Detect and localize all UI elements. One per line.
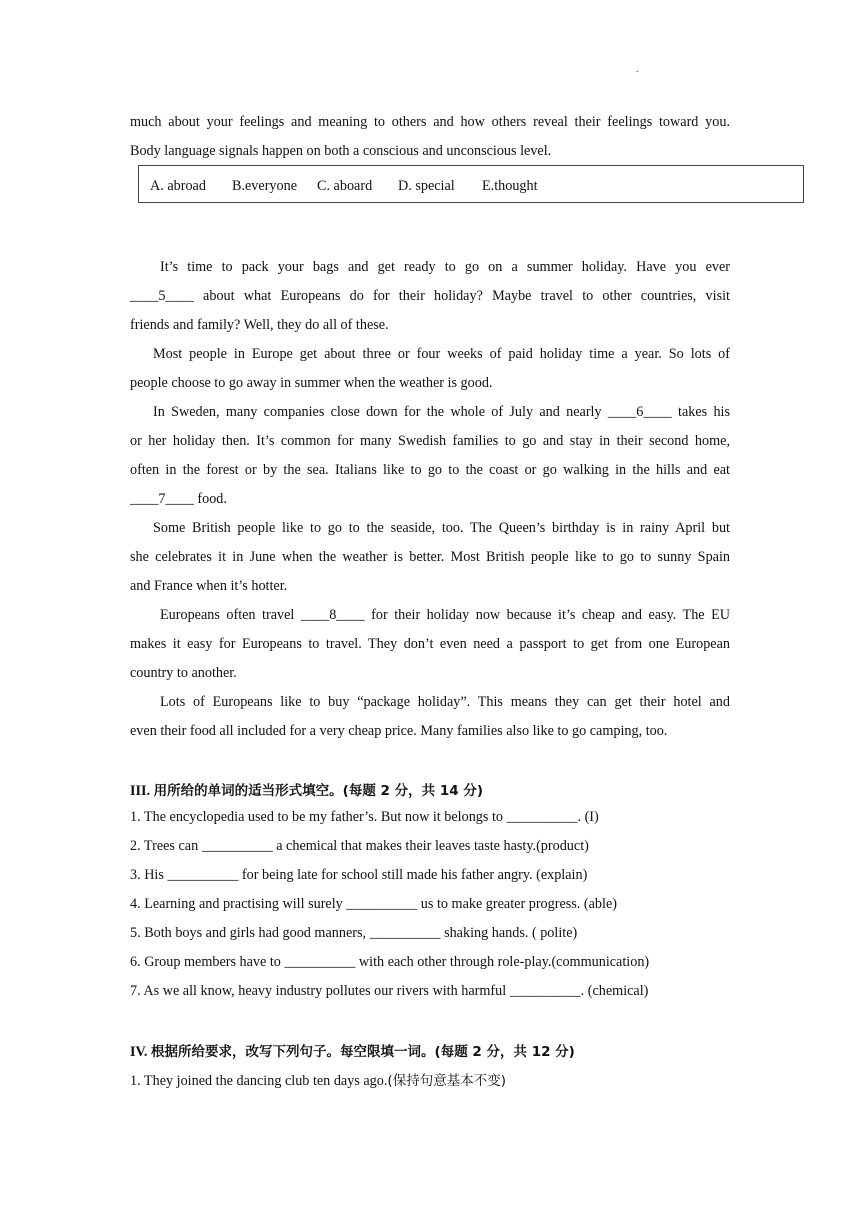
section-3-number: III.: [130, 783, 151, 799]
passage-line: people choose to go away in summer when the weather is good.: [130, 375, 493, 391]
passage-line: In Sweden, many companies close down for the whole of July and nearly ____6____ takes his: [153, 404, 730, 420]
word-options-box: [138, 165, 804, 203]
passage-line: Some British people like to go to the seaside, too. The Queen’s birthday is in rainy April but: [153, 520, 730, 536]
section-3-title: 用所给的单词的适当形式填空。(每题 2 分，共 14 分): [153, 783, 483, 799]
passage-line: or her holiday then. It’s common for many Swedish families to go and stay in their second home,: [130, 433, 730, 449]
section-4-item-1-text: 1. They joined the dancing club ten days ago.: [130, 1073, 388, 1089]
section-4-number: IV.: [130, 1044, 148, 1060]
passage-line: and France when it’s hotter.: [130, 578, 288, 594]
passage-line: she celebrates it in June when the weather is better. Most British people like to go to sunny Spain: [130, 549, 730, 565]
section-4-item-1-note: (保持句意基本不变): [387, 1073, 506, 1089]
passage-line: often in the forest or by the sea. Italians like to go to the coast or go walking in the hills and eat: [130, 462, 730, 478]
section-3-item: 5. Both boys and girls had good manners, __________ shaking hands. ( polite): [130, 925, 578, 941]
intro-line-1: much about your feelings and meaning to others and how others reveal their feelings toward you.: [130, 114, 730, 130]
passage-line: friends and family? Well, they do all of these.: [130, 317, 389, 333]
option-d: D. special: [398, 178, 455, 194]
passage-line: ____7____ food.: [130, 491, 227, 507]
intro-line-2: Body language signals happen on both a conscious and unconscious level.: [130, 143, 552, 159]
section-3-item: 3. His __________ for being late for school still made his father angry. (explain): [130, 867, 588, 883]
section-4-heading: [130, 1040, 575, 1061]
section-3-item: 7. As we all know, heavy industry pollutes our rivers with harmful __________. (chemical): [130, 983, 649, 999]
section-3-item: 2. Trees can __________ a chemical that makes their leaves taste hasty.(product): [130, 838, 589, 854]
passage-line: makes it easy for Europeans to travel. They don’t even need a passport to get from one European: [130, 636, 730, 652]
section-4-title: 根据所给要求，改写下列句子。每空限填一词。(每题 2 分，共 12 分): [151, 1044, 575, 1060]
option-e: E.thought: [482, 178, 538, 194]
passage-line: Lots of Europeans like to buy “package holiday”. This means they can get their hotel and: [160, 694, 730, 710]
header-mark: .: [636, 64, 639, 75]
option-a: A. abroad: [150, 178, 206, 194]
section-3-item: 1. The encyclopedia used to be my father’s. But now it belongs to __________. (I): [130, 809, 599, 825]
passage-line: Most people in Europe get about three or four weeks of paid holiday time a year. So lots of: [153, 346, 730, 362]
section-3-item: 6. Group members have to __________ with each other through role-play.(communication): [130, 954, 650, 970]
passage-line: even their food all included for a very cheap price. Many families also like to go camping, too.: [130, 723, 668, 739]
passage-line: ____5____ about what Europeans do for their holiday? Maybe travel to other countries, visit: [130, 288, 730, 304]
passage-line: country to another.: [130, 665, 237, 681]
option-c: C. aboard: [317, 178, 373, 194]
option-b: B.everyone: [232, 178, 298, 194]
passage-line: Europeans often travel ____8____ for their holiday now because it’s cheap and easy. The EU: [160, 607, 730, 623]
section-4-item: [130, 1069, 730, 1090]
section-3-heading: [130, 779, 483, 800]
passage-line: It’s time to pack your bags and get ready to go on a summer holiday. Have you ever: [160, 259, 730, 275]
section-3-item: 4. Learning and practising will surely __________ us to make greater progress. (able): [130, 896, 617, 912]
